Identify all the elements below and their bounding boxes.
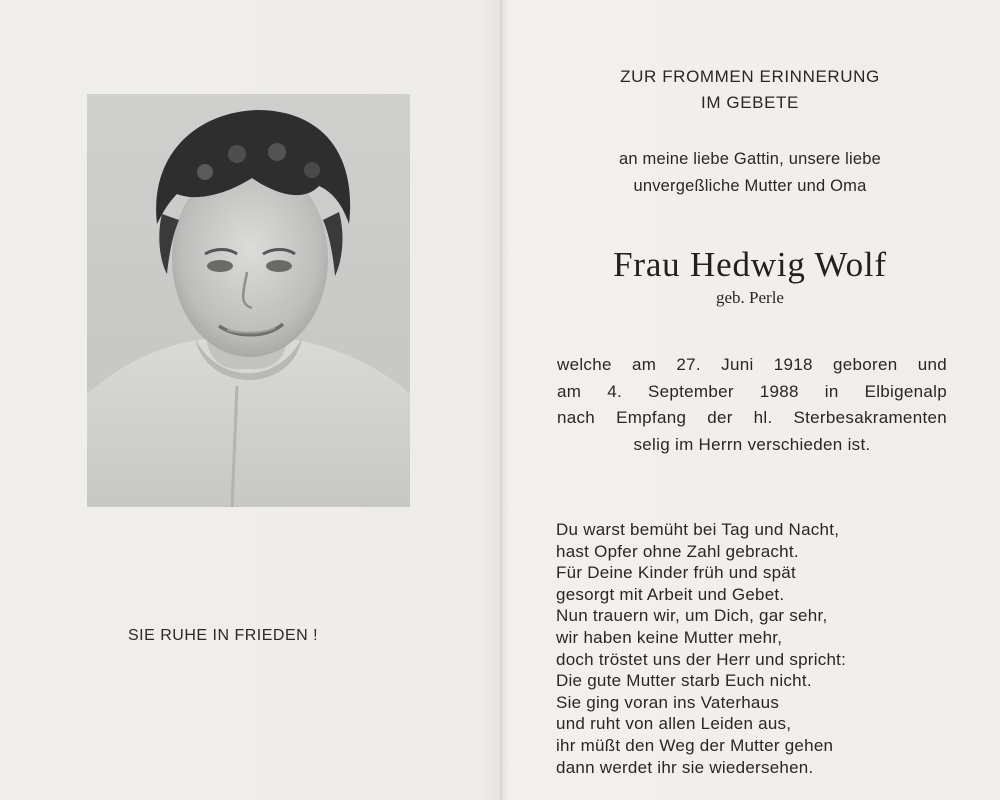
word: September [647,381,734,401]
word: hl. [753,408,773,427]
word: geboren [833,355,898,374]
word: 27. [676,355,701,374]
word: Elbigenalp [864,381,947,401]
deceased-name: Frau Hedwig Wolf [613,245,887,284]
heading-line: IM GEBETE [701,93,799,112]
dedication-line: unvergeßliche Mutter und Oma [633,177,867,195]
word: 1988 [759,381,799,401]
maiden-name: geb. Perle [716,288,784,307]
life-dates-line [557,405,947,432]
life-dates [557,352,947,458]
life-dates-line [557,352,947,379]
poem-line: Nun trauern wir, um Dich, gar sehr, [556,606,828,626]
word: nach [557,408,596,427]
word: Sterbesakramenten [793,408,947,427]
poem-line: ihr müßt den Weg der Mutter gehen [556,735,834,755]
memorial-heading [540,64,960,116]
poem-line: gesorgt mit Arbeit und Gebet. [556,584,785,604]
word: und [917,355,947,374]
right-panel [500,0,1000,800]
life-dates-line [557,379,947,406]
poem-line: Die gute Mutter starb Euch nicht. [556,671,812,691]
farewell-text: SIE RUHE IN FRIEDEN ! [128,627,319,644]
poem-line: und ruht von allen Leiden aus, [556,714,792,734]
word: der [707,408,733,427]
memorial-poem [556,519,956,778]
word: Juni [721,355,754,374]
poem-line: Für Deine Kinder früh und spät [556,563,796,583]
poem-line: Sie ging voran ins Vaterhaus [556,692,780,712]
word: 1918 [773,355,813,374]
poem-line: Du warst bemüht bei Tag und Nacht, [556,520,840,539]
poem-line: hast Opfer ohne Zahl gebracht. [556,541,799,561]
word: Empfang [616,408,687,427]
word: welche [557,355,612,374]
dedication [540,146,960,200]
word: am [631,355,657,374]
word: in [824,381,839,401]
portrait-photo [87,94,410,507]
poem-line: dann werdet ihr sie wiedersehen. [556,757,814,777]
heading-line: ZUR FROMMEN ERINNERUNG [620,67,880,86]
word: am [557,381,582,401]
life-dates-line: selig im Herrn verschieden ist. [633,434,871,454]
dedication-line: an meine liebe Gattin, unsere liebe [619,150,881,168]
poem-line: doch tröstet uns der Herr und spricht: [556,649,847,669]
poem-line: wir haben keine Mutter mehr, [556,627,783,647]
word: 4. [607,381,622,401]
